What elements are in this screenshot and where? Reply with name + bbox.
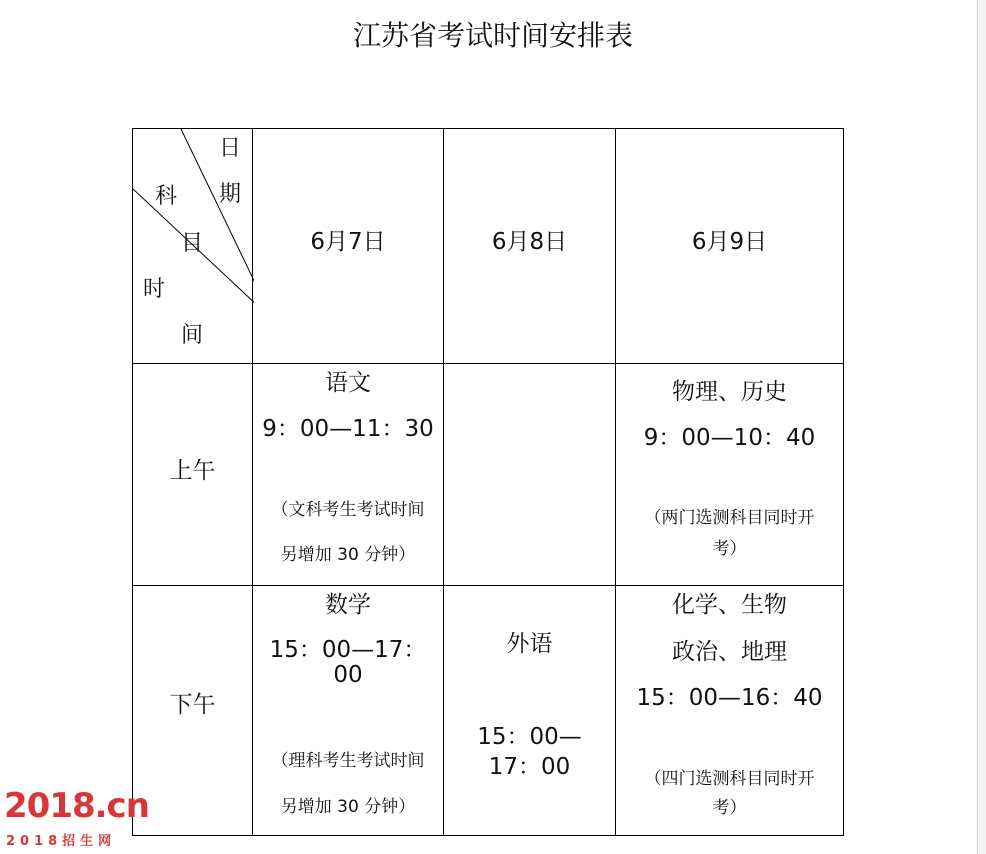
exam-note-line1: （四门选测科目同时开	[644, 769, 815, 789]
exam-time-line1: 15：00—	[477, 724, 582, 750]
corner-label-shi: 时	[143, 277, 166, 302]
corner-label-qi: 期	[219, 182, 242, 207]
page-title: 江苏省考试时间安排表	[352, 19, 633, 52]
exam-time-line2: 17：00	[488, 754, 571, 780]
exam-time: 9：00—11：30	[262, 416, 434, 442]
schedule-cell-morning-d7	[252, 363, 444, 586]
schedule-cell-afternoon-d8	[443, 585, 616, 836]
date-header-cell-3	[615, 128, 844, 364]
exam-note-line1: （文科考生考试时间	[271, 500, 425, 520]
date-header-cell-2	[443, 128, 616, 364]
date-header-cell-1	[252, 128, 444, 364]
corner-label-ri: 日	[219, 136, 242, 161]
schedule-cell-afternoon-d9	[615, 585, 844, 836]
exam-schedule-table	[132, 128, 844, 836]
row-label: 下午	[169, 692, 216, 718]
exam-note-line2: 另增加 30 分钟）	[280, 545, 416, 565]
exam-note-line2: 另增加 30 分钟）	[280, 797, 416, 817]
subject-name-line2: 政治、地理	[672, 639, 787, 665]
corner-label-mu: 目	[181, 231, 204, 256]
date-header-label: 6月7日	[310, 229, 386, 255]
site-watermark-logo	[4, 786, 154, 852]
exam-time-line2: 00	[333, 662, 363, 688]
watermark-logo-text: 2018.cn	[4, 786, 149, 826]
schedule-cell-morning-d9	[615, 363, 844, 586]
subject-name: 语文	[325, 370, 371, 396]
exam-time: 15：00—16：40	[636, 685, 823, 711]
row-label-cell-morning	[132, 363, 253, 586]
page-right-edge	[977, 0, 986, 854]
row-label: 上午	[169, 458, 216, 484]
corner-label-ke: 科	[155, 184, 178, 209]
watermark-sub-text: 2018招生网	[6, 834, 117, 849]
subject-name: 数学	[325, 592, 371, 618]
subject-name-line1: 化学、生物	[672, 592, 787, 618]
subject-name: 物理、历史	[672, 379, 787, 405]
schedule-cell-afternoon-d7	[252, 585, 444, 836]
date-header-label: 6月9日	[691, 229, 768, 255]
exam-note-line1: （理科考生考试时间	[271, 751, 425, 771]
exam-note-line1: （两门选测科目同时开	[644, 508, 815, 528]
corner-label-jian: 间	[181, 323, 204, 348]
corner-header-cell	[132, 128, 253, 364]
exam-note-line2: 考）	[712, 539, 747, 559]
exam-time-line1: 15：00—17：	[269, 637, 427, 663]
subject-name: 外语	[506, 631, 553, 657]
date-header-label: 6月8日	[491, 229, 568, 255]
exam-note-line2: 考）	[712, 798, 747, 818]
exam-time: 9：00—10：40	[643, 425, 816, 451]
schedule-cell-morning-d8-empty	[443, 363, 616, 586]
